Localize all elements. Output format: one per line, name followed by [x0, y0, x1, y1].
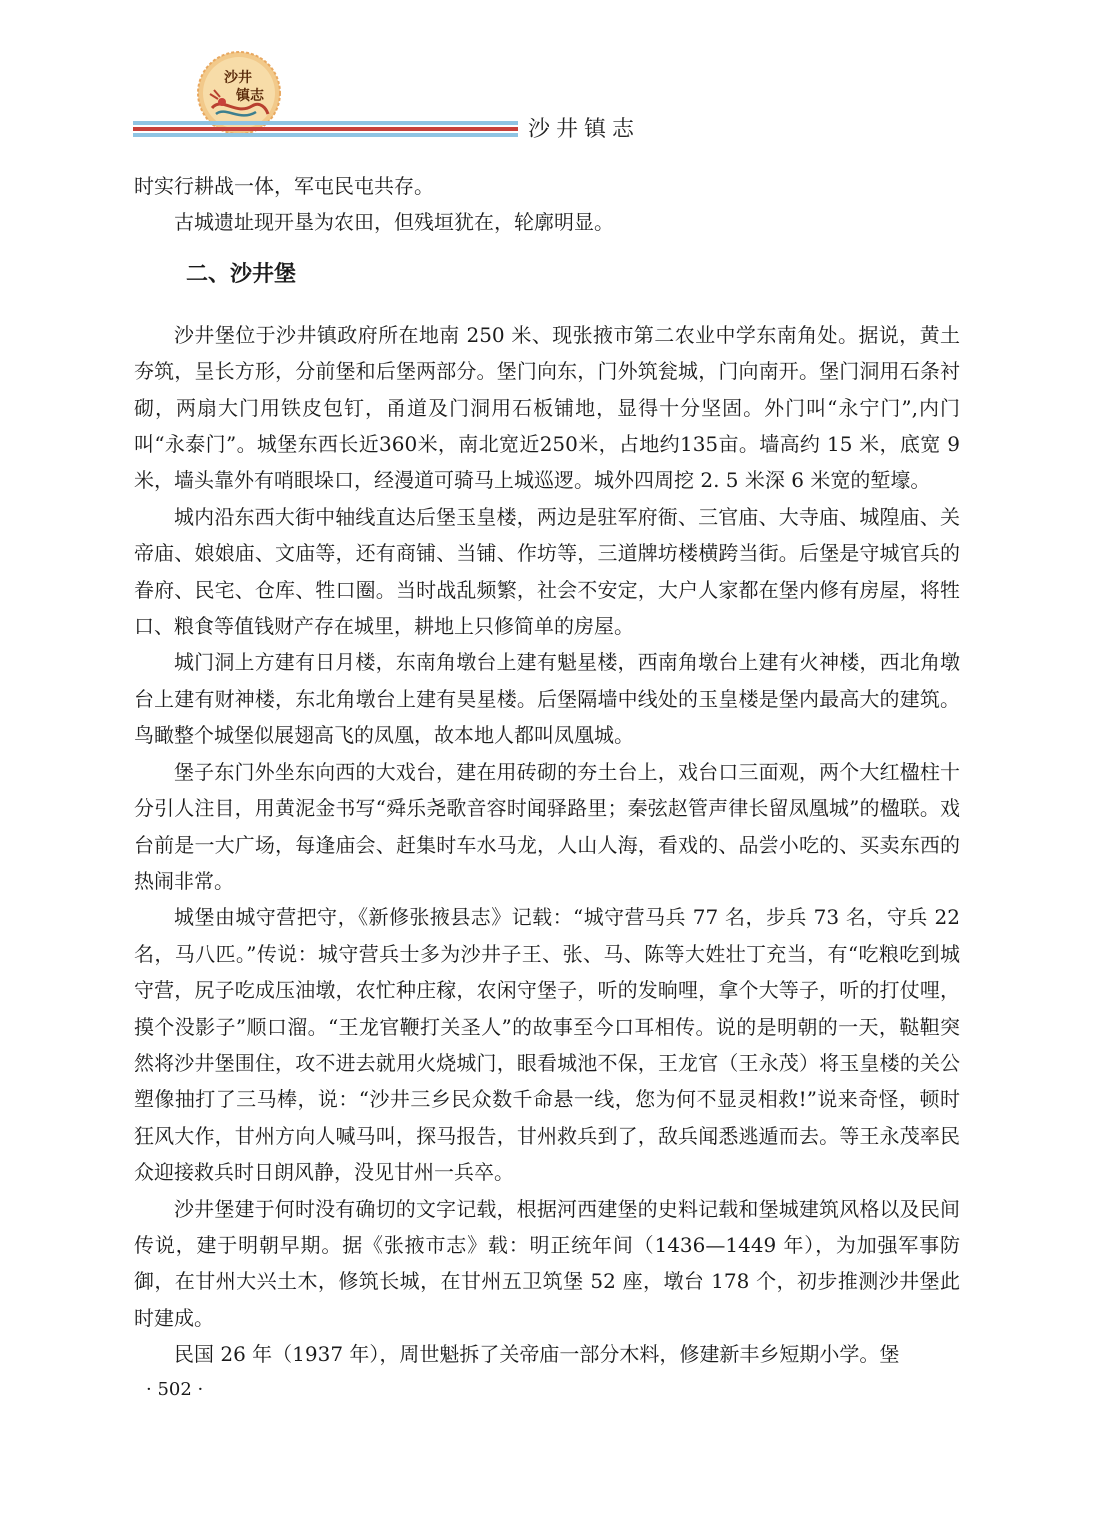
page-header [0, 0, 1093, 160]
paragraph-towers: 城门洞上方建有日月楼，东南角墩台上建有魁星楼，西南角墩台上建有火神楼，西北角墩台上建有财神楼，东北角墩台上建有昊星楼。后堡隔墙中线处的玉皇楼是堡内最高大的建筑。鸟瞰整个城堡似展翅高飞的凤凰，故本地人都叫凤凰城。 [134, 650, 960, 748]
page-body [134, 168, 960, 1373]
header-rule-blue-bottom [133, 133, 518, 137]
paragraph-republic: 民国 26 年（1937 年），周世魁拆了关帝庙一部分木料，修建新丰乡短期小学。堡 [174, 1342, 900, 1367]
header-rule-blue-top [133, 121, 518, 125]
running-title: 沙井镇志 [528, 117, 641, 142]
page-number: · 502 · [146, 1379, 204, 1400]
svg-text:镇志: 镇志 [236, 88, 264, 104]
section-heading: 二、沙井堡 [186, 261, 297, 287]
paragraph-layout: 城内沿东西大街中轴线直达后堡玉皇楼，两边是驻军府衙、三官庙、大寺庙、城隍庙、关帝庙、娘娘庙、文庙等，还有商铺、当铺、作坊等，三道牌坊楼横跨当街。后堡是守城官兵的眷府、民宅、仓库、牲口圈。当时战乱频繁，社会不安定，大户人家都在堡内修有房屋，将牲口、粮食等值钱财产存在城里，耕地上只修简单的房屋。 [134, 504, 960, 639]
paragraph-history: 沙井堡建于何时没有确切的文字记载，根据河西建堡的史料记载和堡城建筑风格以及民间传说，建于明朝早期。据《张掖市志》载：明正统年间（1436—1449 年），为加强军事防御，在甘州大兴土木，修筑长城，在甘州五卫筑堡 52 座，墩台 178 个，初步推测沙井堡此时建成。 [134, 1196, 960, 1330]
paragraph-location: 沙井堡位于沙井镇政府所在地南 250 米、现张掖市第二农业中学东南角处。据说，黄土夯筑，呈长方形，分前堡和后堡两部分。堡门向东，门外筑瓮城，门向南开。堡门洞用石条衬砌，两扇大门用铁皮包钉，甬道及门洞用石板铺地，显得十分坚固。外门叫“永宁门”,内门叫“永泰门”。城堡东西长近360米，南北宽近250米，占地约135亩。墙高约 15 米，底宽 9 米，墙头靠外有哨眼垛口，经漫道可骑马上城巡逻。城外四周挖 2. 5 米深 6 米宽的堑壕。 [134, 322, 960, 493]
header-rule-red [133, 127, 518, 131]
paragraph-garrison: 城堡由城守营把守，《新修张掖县志》记载：“城守营马兵 77 名，步兵 73 名，守兵 22 名，马八匹。”传说：城守营兵士多为沙井子王、张、马、陈等大姓壮丁充当，有“吃粮吃到城守营，尻子吃成压油墩，农忙种庄稼，农闲守堡子，听的发晌哩，拿个大等子，听的打仗哩，摸个没影子”顺口溜。“王龙官鞭打关圣人”的故事至今口耳相传。说的是明朝的一天，鞑靼突然将沙井堡围住，攻不进去就用火烧城门，眼看城池不保，王龙官（王永茂）将玉皇楼的关公塑像抽打了三马棒，说：“沙井三乡民众数千命悬一线，您为何不显灵相救!”说来奇怪，顿时狂风大作，甘州方向人喊马叫，探马报告，甘州救兵到了，敌兵闻悉逃遁而去。等王永茂率民众迎接救兵时日朗风静，没见甘州一兵卒。 [134, 905, 960, 1185]
paragraph-ruins: 古城遗址现开垦为农田，但残垣犹在，轮廓明显。 [174, 210, 614, 235]
paragraph-stage: 堡子东门外坐东向西的大戏台，建在用砖砌的夯土台上，戏台口三面观，两个大红楹柱十分引人注目，用黄泥金书写“舜乐尧歌音容时闻驿路里；秦弦赵管声律长留凤凰城”的楹联。戏台前是一大广场，每逢庙会、赶集时车水马龙，人山人海，看戏的、品尝小吃的、买卖东西的热闹非常。 [134, 759, 960, 893]
svg-text:沙井: 沙井 [224, 70, 252, 86]
paragraph-continuation: 时实行耕战一体，军屯民屯共存。 [134, 174, 434, 198]
